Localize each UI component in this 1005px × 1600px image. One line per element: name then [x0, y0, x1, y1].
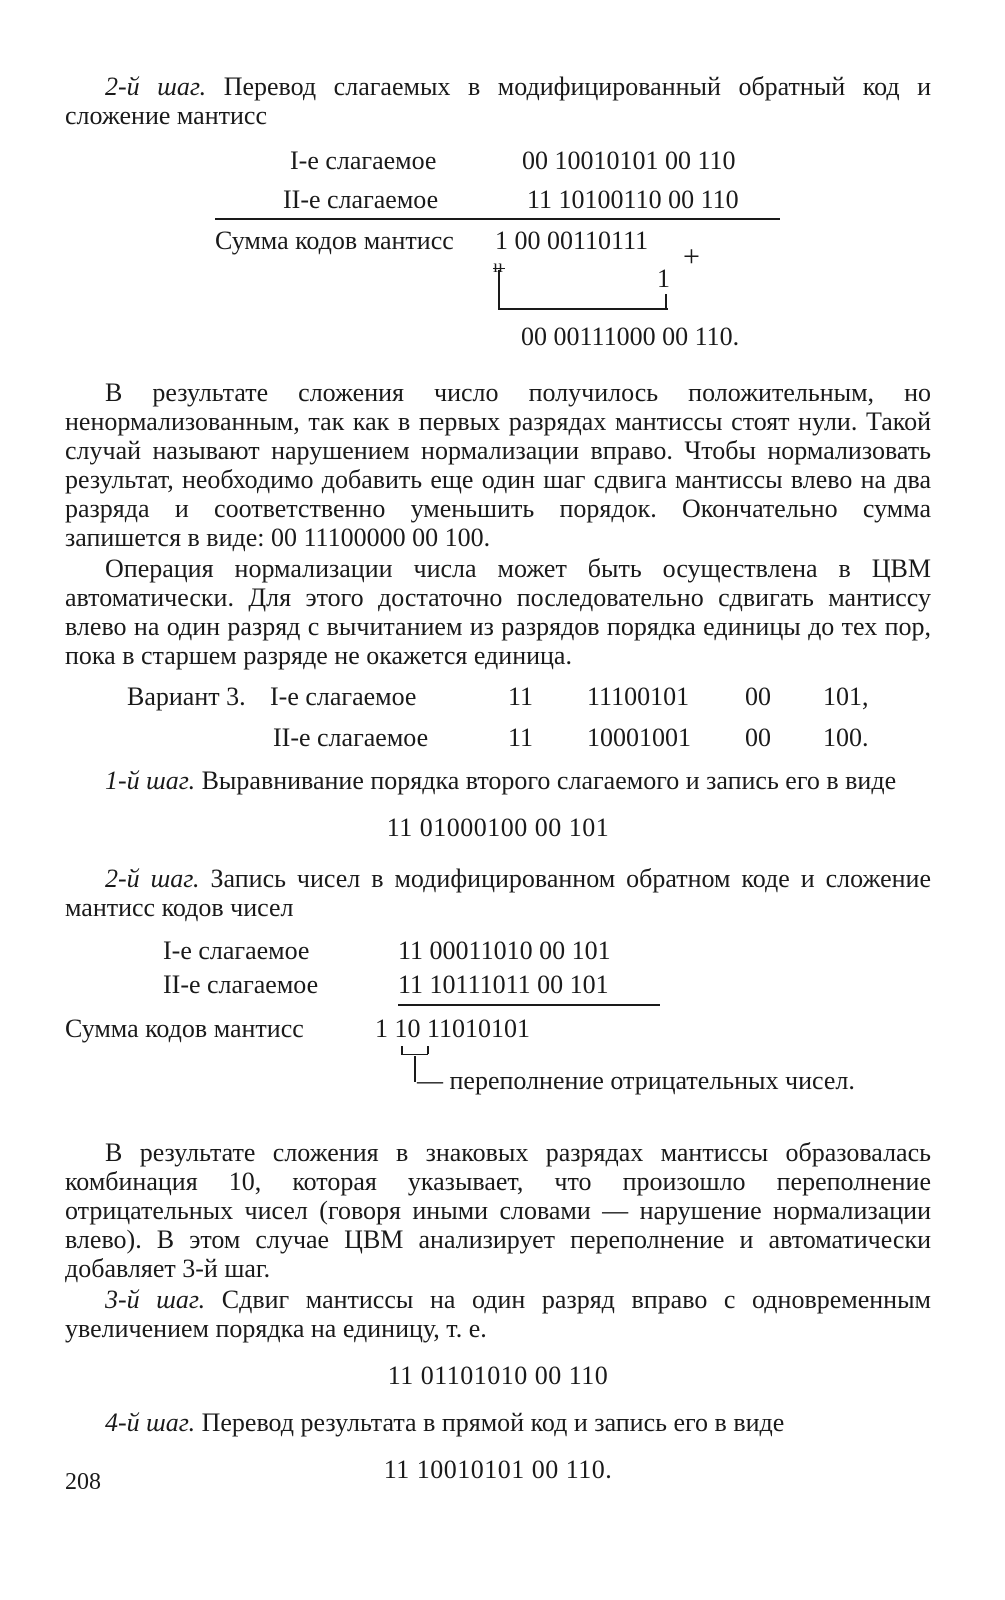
step-paragraph	[65, 72, 931, 130]
variant-addend-2-label: II-е слагаемое	[273, 723, 429, 752]
addend-1-label: I-е слагаемое	[163, 936, 310, 965]
paragraph-overflow: В результате сложения в знаковых разрядах мантиссы образовалась комбинация 10, которая указывает, что произошло переполнение отрицательных чисел (говоря иными словами — нарушение нормализации влево). В этом случае ЦВМ анализирует переполнение и автоматически добавляет 3-й шаг.	[65, 1138, 931, 1283]
step-text: Выравнивание порядка второго слагаемого и запись его в виде	[201, 766, 897, 795]
overflow-note: — переполнение отрицательных чисел.	[417, 1066, 855, 1095]
overflow-tick-right	[427, 1046, 429, 1054]
addend-1-value: 00 10010101 00 110	[522, 146, 736, 175]
paragraph-normalization: В результате сложения число получилось положительным, но ненормализованным, так как в первых разрядах мантиссы стоят нули. Такой случай называют нарушением нормализации вправо. Чтобы нормализовать результат, необходимо добавить еще один шаг сдвига мантиссы влево на два разряда и соответственно уменьшить порядок. Окончательно сумма запишется в виде: 00 11100000 00 100.	[65, 378, 931, 552]
carry-one: 1	[657, 264, 670, 293]
addend-2-value: 11 10100110 00 110	[527, 185, 739, 214]
variant-addend-2-order-sign: 00	[745, 723, 771, 752]
step-label: 2-й шаг.	[105, 72, 207, 101]
overflow-pointer	[414, 1056, 416, 1082]
variant-addend-2-sign: 11	[508, 723, 534, 752]
variant-3-table	[65, 674, 931, 758]
page-body	[65, 72, 931, 1484]
overflow-tick-left	[401, 1046, 403, 1054]
carry-line-bottom	[498, 308, 668, 310]
step-paragraph	[65, 1408, 931, 1437]
carry-underline	[493, 268, 505, 269]
variant-addend-1-order: 101,	[823, 682, 869, 711]
carry-arrow	[665, 294, 667, 308]
result-value: 00 00111000 00 110.	[521, 322, 740, 351]
step-paragraph	[65, 766, 931, 795]
sum-rule	[398, 1004, 660, 1006]
step-label: 4-й шаг.	[105, 1408, 196, 1437]
step-text: Запись чисел в модифицированном обратном коде и сложение мантисс кодов чисел	[65, 864, 931, 922]
step-text: Перевод результата в прямой код и запись его в виде	[201, 1408, 785, 1437]
plus-sign: +	[683, 240, 700, 273]
formula: 11 01000100 00 101	[386, 813, 610, 842]
sum-value: 1 10 11010101	[375, 1014, 531, 1043]
addition-table-1	[65, 130, 931, 360]
addend-1-label: I-е слагаемое	[290, 146, 437, 175]
addend-2-value: 11 10111011 00 101	[398, 970, 609, 999]
variant-addend-1-mantissa: 11100101	[587, 682, 690, 711]
step-label: 1-й шаг.	[105, 766, 196, 795]
page-number: 208	[65, 1469, 101, 1495]
sum-label: Сумма кодов мантисс	[215, 226, 454, 255]
step-text: Перевод слагаемых в модифицированный обратный код и сложение мантисс	[65, 72, 932, 130]
carry-line-vertical	[498, 270, 500, 308]
sum-value: 1 00 00110111	[495, 226, 649, 255]
paragraph-auto-normalization: Операция нормализации числа может быть осуществлена в ЦВМ автоматически. Для этого достаточно последовательно сдвигать мантиссу влево на один разряд с вычитанием из разрядов порядка единицы до тех пор, пока в старшем разряде не окажется единица.	[65, 554, 931, 670]
addend-2-label: II-е слагаемое	[283, 185, 439, 214]
step-paragraph	[65, 1285, 931, 1343]
variant-addend-1-label: I-е слагаемое	[270, 682, 417, 711]
step-paragraph	[65, 864, 931, 922]
addend-2-label: II-е слагаемое	[163, 970, 319, 999]
step-text: Сдвиг мантиссы на один разряд вправо с одновременным увеличением порядка на единицу, т. е.	[65, 1285, 931, 1343]
variant-addend-1-sign: 11	[508, 682, 534, 711]
sum-rule	[215, 218, 780, 220]
variant-addend-2-order: 100.	[823, 723, 869, 752]
step-label: 2-й шаг.	[105, 864, 200, 893]
variant-addend-1-order-sign: 00	[745, 682, 771, 711]
carry-tick: ıı	[493, 256, 504, 276]
sum-label: Сумма кодов мантисс	[65, 1014, 304, 1043]
addend-1-value: 11 00011010 00 101	[398, 936, 611, 965]
formula: 11 01101010 00 110	[387, 1361, 609, 1390]
step-label: 3-й шаг.	[105, 1285, 206, 1314]
overflow-underline	[401, 1054, 428, 1055]
formula: 11 10010101 00 110.	[383, 1455, 613, 1484]
variant-label: Вариант 3.	[127, 682, 246, 711]
variant-addend-2-mantissa: 10001001	[587, 723, 691, 752]
addition-table-2	[65, 922, 931, 1122]
